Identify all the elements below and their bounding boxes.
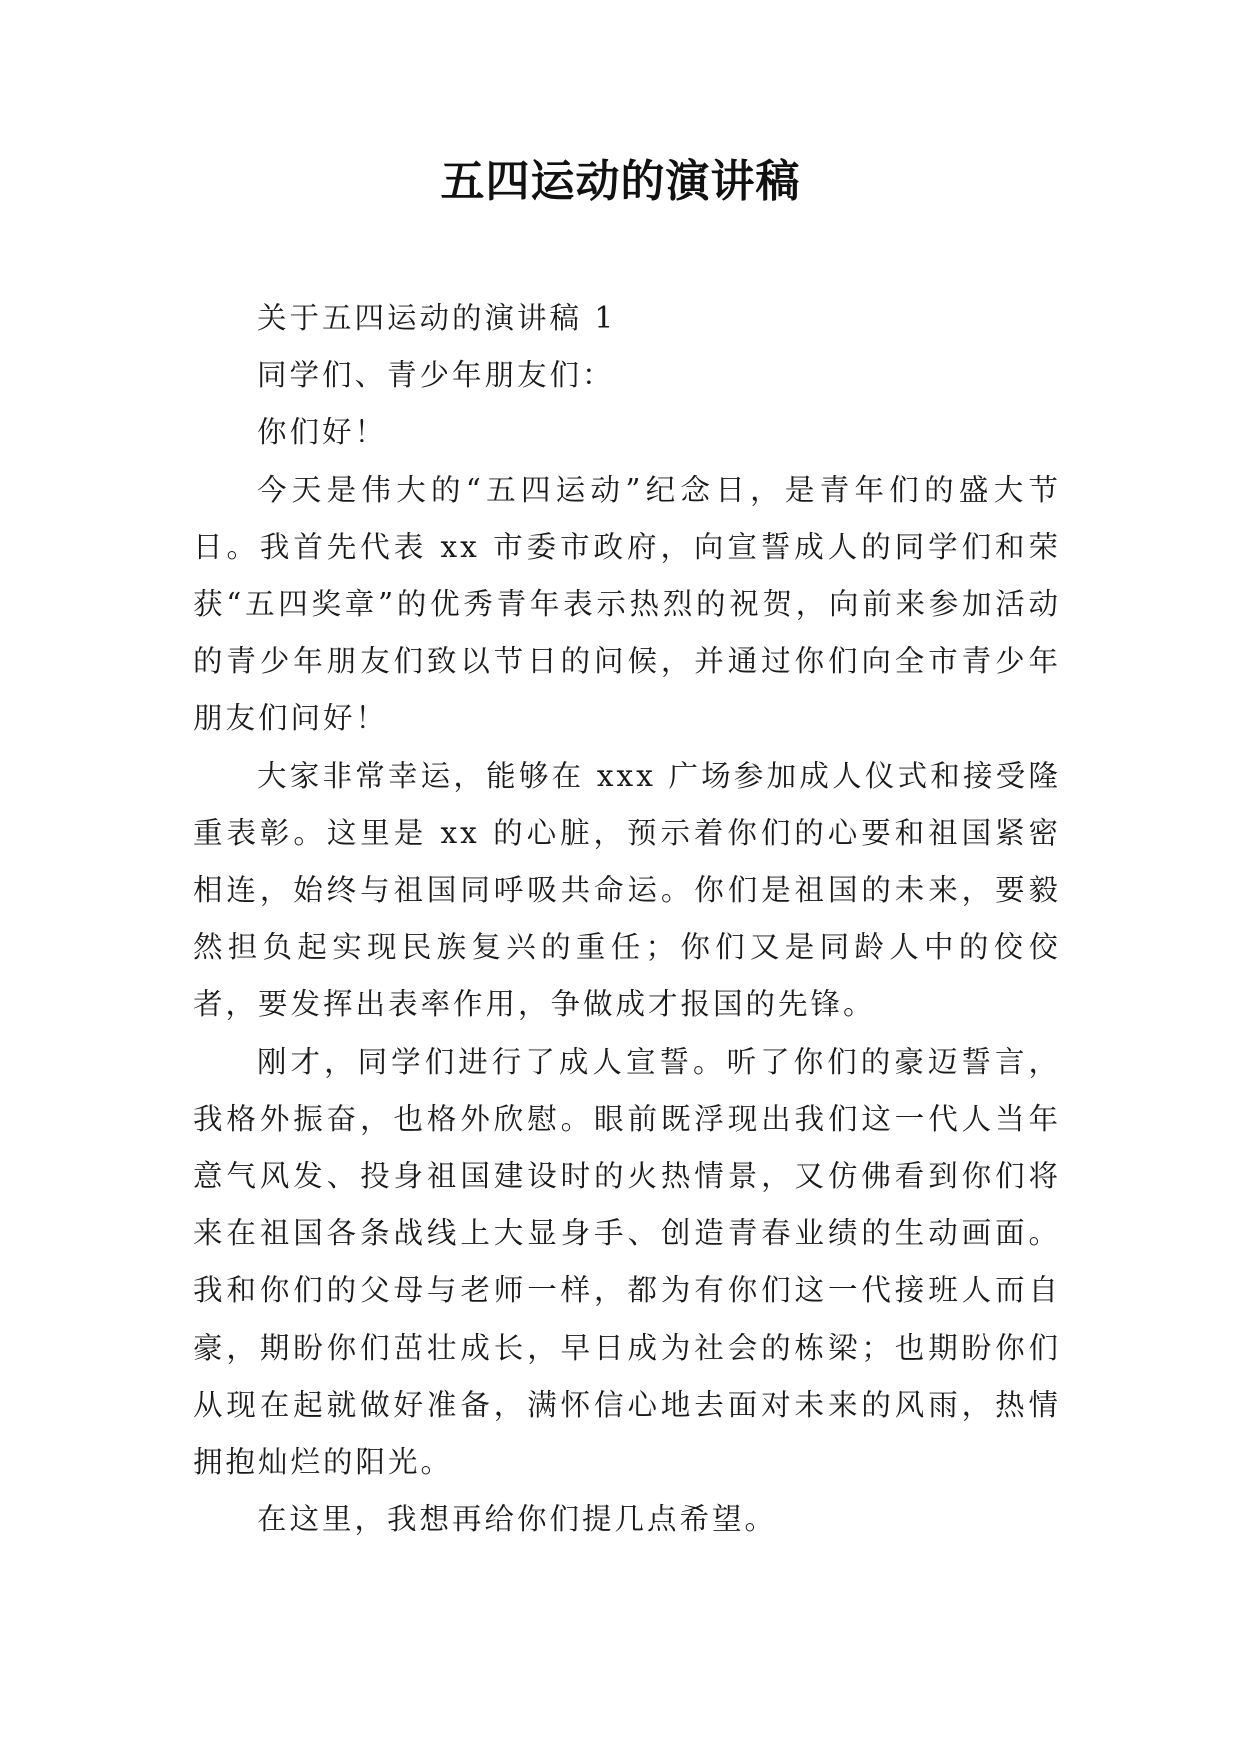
document-body (193, 290, 1061, 1548)
salutation: 同学们、青少年朋友们： (257, 358, 615, 393)
paragraph: 刚才，同学们进行了成人宣誓。听了你们的豪迈誓言，我格外振奋，也格外欣慰。眼前既浮现出我们这一代人当年意气风发、投身祖国建设时的火热情景，又仿佛看到你们将来在祖国各条战线上大显身手、创造青春业绩的生动画面。我和你们的父母与老师一样，都为有你们这一代接班人而自豪，期盼你们茁壮成长，早日成为社会的栋梁；也期盼你们从现在起就做好准备，满怀信心地去面对未来的风雨，热情拥抱灿烂的阳光。 (193, 1044, 1061, 1480)
greeting: 你们好！ (257, 415, 388, 450)
heading-line: 关于五四运动的演讲稿 1 (257, 301, 617, 335)
paragraph: 大家非常幸运，能够在 xxx 广场参加成人仪式和接受隆重表彰。这里是 xx 的心脏，预示着你们的心要和祖国紧密相连，始终与祖国同呼吸共命运。你们是祖国的未来，要毅然担负起实现民族复兴的重任；你们又是同龄人中的佼佼者，要发挥出表率作用，争做成才报国的先锋。 (193, 758, 1061, 1022)
paragraph: 今天是伟大的“五四运动”纪念日，是青年们的盛大节日。我首先代表 xx 市委市政府，向宣誓成人的同学们和荣获“五四奖章”的优秀青年表示热烈的祝贺，向前来参加活动的青少年朋友们致以节日的问候，并通过你们向全市青少年朋友们问好！ (193, 472, 1061, 736)
document-title: 五四运动的演讲稿 (440, 156, 801, 207)
paragraph: 在这里，我想再给你们提几点希望。 (257, 1502, 778, 1537)
